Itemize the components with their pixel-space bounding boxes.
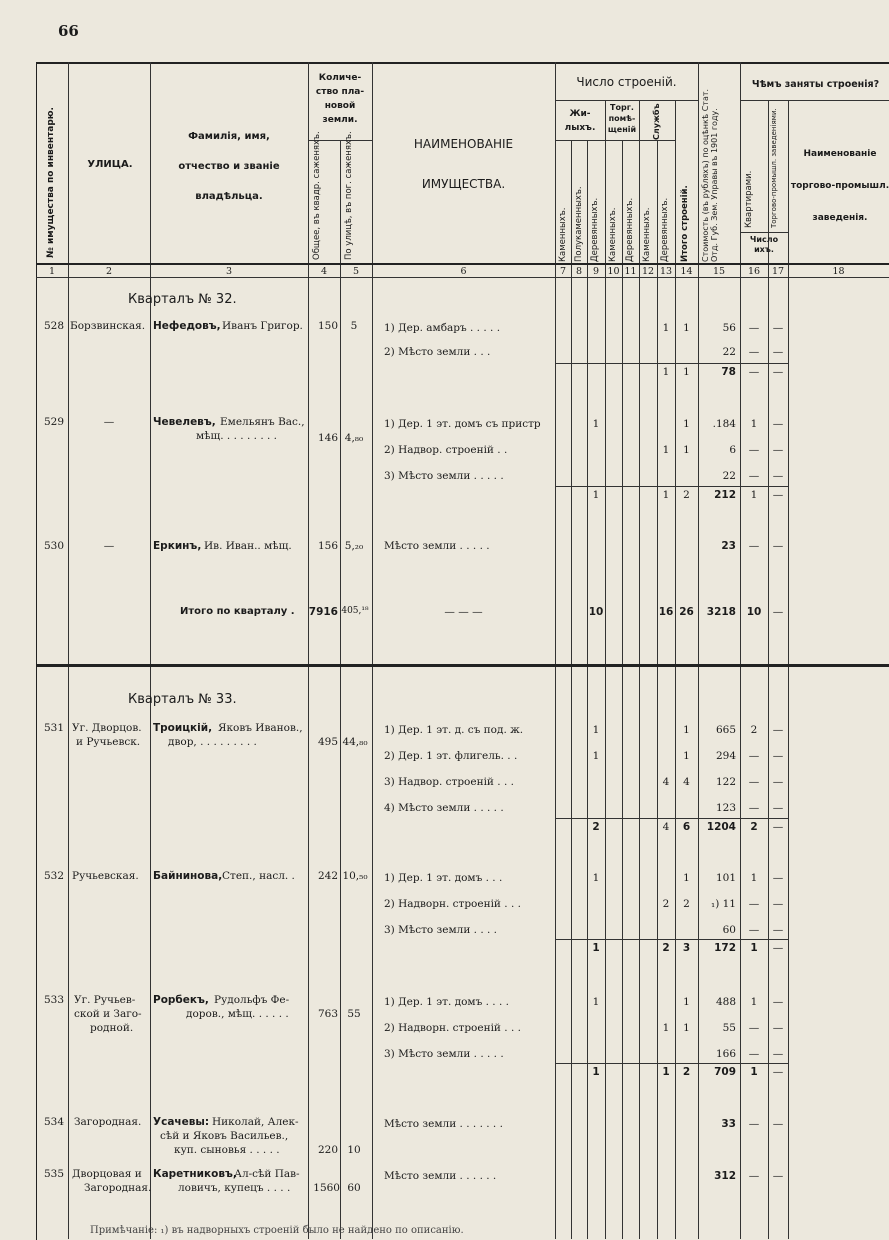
header-total-buildings: Итого строеній. [680,185,690,262]
v533t-c17: — [772,1066,784,1078]
col-num-13: 13 [659,266,673,277]
v531b-c14: 1 [683,750,690,762]
v531t-c16: 2 [750,821,758,833]
v531b-c9: 1 [592,750,600,762]
v533b-c17: — [772,1022,784,1034]
row-531-owner: Яковъ Иванов., [218,722,303,734]
row-534-owner: Николай, Алек- [212,1116,299,1128]
row-529-owner: Емельянъ Вас., [220,416,305,428]
v531b-c15: 294 [715,750,736,762]
v531b-c17: — [772,750,784,762]
row-531-no: 531 [44,722,65,734]
row-530-owner-surname: Еркинъ, [153,540,202,552]
v529t-c13: 1 [662,489,670,501]
v529t-c16: 1 [750,489,758,501]
col-num-9: 9 [592,266,600,277]
row-528-owner: Иванъ Григор. [222,320,303,332]
col-divider-10 [622,140,623,1239]
header-property-2: ИМУЩЕСТВА. [421,177,506,191]
v533a-c17: — [772,996,784,1008]
v531t-c17: — [772,821,784,833]
quarter-divider [36,664,889,667]
vq32-c14: 26 [679,606,694,618]
row-535-owner-2: ловичъ, купецъ . . . . [178,1182,291,1194]
v532a-c17: — [772,872,784,884]
header-trade-1: Торг. [610,103,634,112]
row-532-prop-1: 1) Дер. 1 эт. домъ . . . [384,872,503,884]
v528t-c17: — [772,366,784,378]
col-num-4: 4 [320,266,328,277]
header-sub-rule-count [740,232,788,233]
v530-c17: — [772,540,784,552]
header-buildings: Число строеній. [576,75,677,89]
v530-c16: — [748,540,760,552]
row-535-no: 535 [44,1168,65,1180]
row-535-land: 1560 [313,1182,340,1194]
v531d-c15: 123 [715,802,736,814]
v532c-c17: — [772,924,784,936]
row-532-street: Ручьевская. [72,870,139,882]
vq32-c17: — [772,606,784,618]
header-service: Службъ [652,103,661,140]
row-534-street: Загородная. [74,1116,142,1128]
header-land-1: Количе- [318,73,362,83]
header-wooden: Деревянныхъ. [590,197,600,262]
row-531-prop-4: 4) Мѣсто земли . . . . . [384,802,504,814]
v532t-c13: 2 [662,942,670,954]
v529t-c17: — [772,489,784,501]
v532a-c9: 1 [592,872,600,884]
row-530-prop: Мѣсто земли . . . . . [384,540,490,552]
v529t-c9: 1 [592,489,600,501]
v528a-c14: 1 [683,322,690,334]
col-num-14: 14 [680,266,693,277]
v531a-c16: 2 [750,724,758,736]
v533a-c14: 1 [683,996,690,1008]
header-bottom-rule [36,263,889,265]
footnote: Примѣчаніе: ₁) въ надворныхъ строеній было не найдено по описанію. [90,1225,464,1236]
row-533-land: 763 [317,1008,338,1020]
row-529-owner-2: мѣщ. . . . . . . . . [196,430,278,442]
v528t-c13: 1 [662,366,670,378]
row-530-owner: Ив. Иван.. мѣщ. [204,540,292,552]
colnum-rule [36,277,889,278]
row-528-no: 528 [44,320,65,332]
row-529-prop-3: 3) Мѣсто земли . . . . . [384,470,504,482]
row-533-street-3: родной. [90,1022,134,1034]
v533t-c14: 2 [682,1066,691,1078]
v529a-c14: 1 [683,418,690,430]
header-trade-est: Торгово-промышл. заведеніями. [770,108,778,228]
v531c-c17: — [772,776,784,788]
row-533-owner-2: доров., мѣщ. . . . . . [186,1008,289,1020]
vq32-c16: 10 [746,606,762,618]
header-land-4: земли. [322,115,358,125]
row-534-owner-surname: Усачевы: [153,1116,210,1128]
v535-c15: 312 [714,1170,736,1182]
row-530-side: 5,₂₀ [344,540,364,552]
col-divider-3 [308,62,309,1239]
v533a-c9: 1 [592,996,600,1008]
header-name-2: торгово-промышл. [790,181,889,191]
row-531-owner-surname: Троицкій, [153,722,213,734]
v532a-c14: 1 [683,872,690,884]
v532t-c14: 3 [682,942,691,954]
row-529-owner-surname: Чевелевъ, [153,416,216,428]
v533t-c16: 1 [750,1066,758,1078]
header-name-3: заведенія. [812,213,868,223]
header-sub-rule-occ [740,100,889,101]
v533t-c15: 709 [714,1066,736,1078]
header-trade-3: щеній [607,125,637,134]
v532t-c16: 1 [750,942,758,954]
page-number: 66 [58,22,79,40]
v531c-c15: 122 [715,776,736,788]
v532b-c16: — [748,898,760,910]
v529c-c15: 22 [722,470,736,482]
v533a-c16: 1 [750,996,758,1008]
header-owner-3: владѣльца. [195,191,263,202]
header-owner-2: отчество и званіе [178,161,280,172]
row-534-no: 534 [44,1116,65,1128]
header-land-3: новой [324,101,356,111]
col-divider-7 [571,140,572,1239]
header-trade-2: помѣ- [608,114,636,123]
row-535-side: 60 [347,1182,361,1194]
header-semistone: Полукаменныхъ. [574,186,584,262]
v534-c15: 33 [721,1118,736,1130]
header-serv-wood: Деревянныхъ. [660,197,670,262]
header-street: УЛИЦА. [87,159,133,170]
subtotal-rule-528 [555,363,788,364]
col-num-7: 7 [559,266,567,277]
row-532-side: 10,₅₀ [342,870,368,882]
subtotal-rule-531 [555,818,788,819]
row-533-no: 533 [44,994,65,1006]
subtotal-rule-529 [555,486,788,487]
header-apartments: Квартирами. [744,170,754,228]
v529c-c17: — [772,470,784,482]
row-533-street-2: ской и Заго- [74,1008,142,1020]
row-531-street-2: и Ручьевск. [76,736,141,748]
v528a-c15: 56 [722,322,736,334]
col-num-3: 3 [225,266,233,277]
col-num-1: 1 [48,266,56,277]
row-531-side: 44,₈₀ [342,736,368,748]
v528b-c16: — [748,346,760,358]
col-num-2: 2 [105,266,113,277]
row-531-street: Уг. Дворцов. [72,722,142,734]
row-531-land: 495 [317,736,338,748]
row-530-land: 156 [317,540,338,552]
v532b-c15: ₁) 11 [710,898,736,910]
v531a-c17: — [772,724,784,736]
vq32-c13: 16 [658,606,674,618]
v531d-c16: — [748,802,760,814]
v531b-c16: — [748,750,760,762]
v533b-c13: 1 [662,1022,670,1034]
col-num-5: 5 [352,266,360,277]
v531a-c15: 665 [715,724,736,736]
v529b-c14: 1 [683,444,690,456]
header-living-1: Жи- [569,109,591,119]
q32-total-land: 7916 [308,606,338,618]
col-num-12: 12 [641,266,655,277]
row-535-prop: Мѣсто земли . . . . . . [384,1170,497,1182]
v533b-c16: — [748,1022,760,1034]
header-top-rule [36,62,889,64]
v533c-c16: — [748,1048,760,1060]
v529a-c17: — [772,418,784,430]
header-owner-1: Фамилія, имя, [188,131,270,142]
row-528-land: 150 [317,320,338,332]
row-534-prop: Мѣсто земли . . . . . . . [384,1118,503,1130]
row-532-land: 242 [317,870,338,882]
v533c-c15: 166 [715,1048,736,1060]
row-535-street-2: Загородная. [84,1182,152,1194]
header-property-1: НАИМЕНОВАНІЕ [413,137,514,151]
v531c-c14: 4 [683,776,690,788]
v535-c16: — [748,1170,760,1182]
v528b-c17: — [772,346,784,358]
col-num-16: 16 [747,266,761,277]
header-sub-rule-build [555,100,698,101]
col-num-11: 11 [624,266,637,277]
row-529-no: 529 [44,416,65,428]
v529t-c14: 2 [683,489,690,501]
v534-c17: — [772,1118,784,1130]
row-532-owner-surname: Байнинова, [153,870,223,882]
header-sub-rule-build2 [555,140,675,141]
row-529-street: — [103,416,115,428]
row-528-owner-surname: Нефедовъ, [153,320,221,332]
row-531-prop-1: 1) Дер. 1 эт. д. съ под. ж. [384,724,524,736]
v532t-c17: — [772,942,784,954]
row-530-no: 530 [44,540,65,552]
v533t-c13: 1 [662,1066,670,1078]
col-num-15: 15 [712,266,726,277]
row-533-side: 55 [347,1008,361,1020]
v529b-c15: 6 [729,444,736,456]
col-divider-1 [68,62,69,1239]
row-531-owner-2: двор, . . . . . . . . . [168,736,257,748]
quarter-33-title: Кварталъ № 33. [128,692,237,707]
header-name-1: Наименованіе [803,149,877,159]
row-533-prop-3: 3) Мѣсто земли . . . . . [384,1048,504,1060]
row-533-prop-2: 2) Надворн. строеній . . . [384,1022,521,1034]
header-serv-stone: Каменныхъ. [642,207,652,262]
v531d-c17: — [772,802,784,814]
col-num-8: 8 [575,266,583,277]
header-land-total: Общее, въ квадр. саженяхъ. [312,131,322,260]
header-living-2: лыхъ. [564,123,596,133]
v533c-c17: — [772,1048,784,1060]
row-530-street: — [103,540,115,552]
vq32-c15: 3218 [706,606,736,618]
v530-c15: 23 [721,540,736,552]
header-value: Стоимость (въ рубляхъ) по оцѣнкѣ Стат. Отд. Губ. Зем. Управы въ 1901 году. [701,88,720,262]
v528t-c14: 1 [683,366,690,378]
row-528-street: Борзвинская. [70,320,146,332]
header-count-2: ихъ. [754,245,774,254]
v532b-c17: — [772,898,784,910]
v528a-c16: — [748,322,760,334]
row-535-street: Дворцовая и [72,1168,142,1180]
v529t-c15: 212 [714,489,736,501]
q32-total-label: Итого по кварталу . [180,606,295,617]
v528a-c13: 1 [662,322,670,334]
v528b-c15: 22 [722,346,736,358]
v531a-c9: 1 [592,724,600,736]
row-532-no: 532 [44,870,65,882]
row-534-owner-2: сѣй и Яковъ Васильев., [160,1130,289,1142]
row-529-prop-2: 2) Надвор. строеній . . [384,444,508,456]
col-divider-2 [150,62,151,1239]
v531t-c14: 6 [682,821,691,833]
q32-total-prop: — — — [444,606,483,618]
header-land-2: ство пла- [315,87,365,97]
v529a-c16: 1 [750,418,758,430]
header-occupied: Чѣмъ заняты строенія? [751,79,880,90]
row-529-prop-1: 1) Дер. 1 эт. домъ съ пристр [384,418,541,430]
col-divider-5 [372,62,373,1239]
v529b-c13: 1 [662,444,670,456]
v535-c17: — [772,1170,784,1182]
col-num-6: 6 [460,266,467,277]
header-count-1: Число [749,235,779,244]
row-528-side: 5 [350,320,358,332]
row-531-prop-3: 3) Надвор. строеній . . . [384,776,514,788]
row-529-land: 146 [317,432,338,444]
quarter-32-title: Кварталъ № 32. [128,292,237,307]
row-528-prop-1: 1) Дер. амбаръ . . . . . [384,322,501,334]
row-535-owner-surname: Каретниковъ, [153,1168,237,1180]
col-num-18: 18 [832,266,845,277]
v528t-c16: — [748,366,760,378]
v532a-c16: 1 [750,872,758,884]
v531t-c13: 4 [662,821,670,833]
row-532-prop-2: 2) Надворн. строеній . . . [384,898,521,910]
col-num-10: 10 [607,266,620,277]
v533b-c15: 55 [722,1022,736,1034]
v528a-c17: — [772,322,784,334]
v533t-c9: 1 [592,1066,600,1078]
v529b-c17: — [772,444,784,456]
header-stone: Каменныхъ. [558,207,568,262]
subtotal-rule-533 [555,1063,788,1064]
v531a-c14: 1 [683,724,690,736]
v531t-c15: 1204 [706,821,736,833]
row-534-land: 220 [317,1144,338,1156]
col-num-17: 17 [771,266,785,277]
v533a-c15: 488 [715,996,736,1008]
col-divider-4 [340,140,341,1239]
row-535-owner: Ал-сѣй Пав- [234,1168,300,1180]
v533b-c14: 1 [683,1022,690,1034]
header-trade-stone: Каменныхъ. [608,207,618,262]
v529a-c9: 1 [592,418,600,430]
v532t-c9: 1 [592,942,600,954]
vq32-c9: 10 [588,606,604,618]
v532b-c13: 2 [662,898,670,910]
v532c-c16: — [748,924,760,936]
row-533-owner-surname: Рорбекъ, [153,994,209,1006]
header-inventory-no: № имущества по инвентарю. [46,107,56,258]
row-533-prop-1: 1) Дер. 1 эт. домъ . . . . [384,996,509,1008]
v531t-c9: 2 [592,821,600,833]
v528t-c15: 78 [721,366,736,378]
q32-total-side: 405,¹⁸ [341,606,369,616]
header-land-street: По улицѣ, въ пог. саженяхъ. [344,131,354,260]
header-trade-wood: Деревянныхъ. [625,197,635,262]
row-534-owner-3: куп. сыновья . . . . . [174,1144,280,1156]
subtotal-rule-532 [555,939,788,940]
v529c-c16: — [748,470,760,482]
v532b-c14: 2 [683,898,690,910]
v532c-c15: 60 [722,924,736,936]
row-528-prop-2: 2) Мѣсто земли . . . [384,346,491,358]
v532a-c15: 101 [715,872,736,884]
row-532-prop-3: 3) Мѣсто земли . . . . [384,924,498,936]
v532t-c15: 172 [714,942,736,954]
row-533-street: Уг. Ручьев- [74,994,136,1006]
v529a-c15: .184 [712,418,736,430]
row-533-owner: Рудольфъ Фе- [214,994,290,1006]
row-529-side: 4,₈₀ [344,432,364,444]
v531c-c13: 4 [662,776,670,788]
row-534-side: 10 [347,1144,361,1156]
row-531-prop-2: 2) Дер. 1 эт. флигель. . . [384,750,518,762]
v529b-c16: — [748,444,760,456]
v534-c16: — [748,1118,760,1130]
row-532-owner: Степ., насл. . [222,870,295,882]
v531c-c16: — [748,776,760,788]
